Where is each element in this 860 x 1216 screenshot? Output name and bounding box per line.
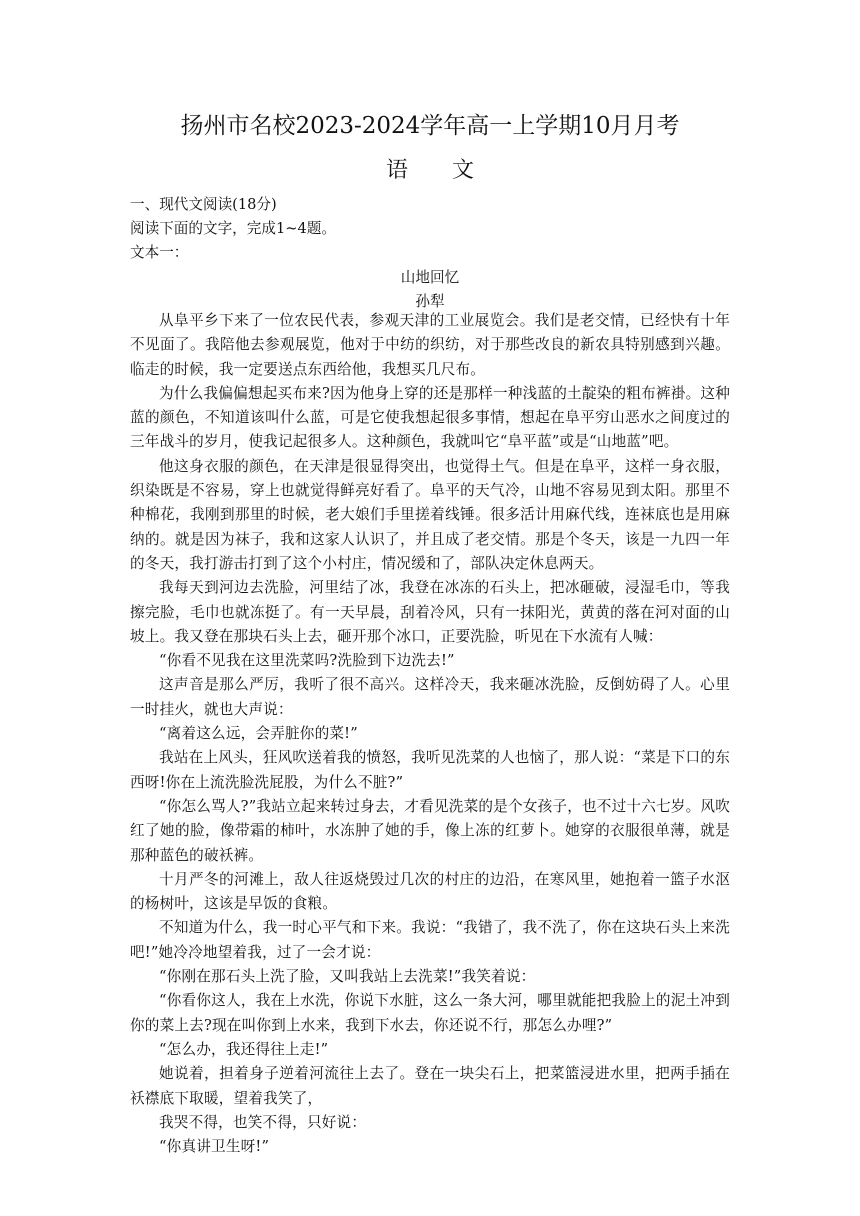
article-paragraph: 他这身衣服的颜色，在天津是很显得突出，也觉得土气。但是在阜平，这样一身衣服，织染既是不容易，穿上也就觉得鲜亮好看了。阜平的天气冷，山地不容易见到太阳。那里不种棉花，我刚到那里的时候，老大娘们手里搓着线锤。很多活计用麻代线，连袜底也是用麻纳的。就是因为袜子，我和这家人认识了，并且成了老交情。那是个冬天，该是一九四一年的冬天，我打游击打到了这个小村庄，情况缓和了，部队决定休息两天。 <box>130 457 730 572</box>
exam-title: 扬州市名校2023-2024学年高一上学期10月月考 <box>180 113 680 139</box>
article-paragraph: 不知道为什么，我一时心平气和下来。我说：“我错了，我不洗了，你在这块石头上来洗吧!”她冷冷地望着我，过了一会才说： <box>130 919 730 961</box>
article-paragraph: 十月严冬的河滩上，敌人往返烧毁过几次的村庄的边沿，在寒风里，她抱着一篮子水沤的杨树叶，这该是早饭的食粮。 <box>130 870 730 913</box>
article-body <box>130 309 730 1159</box>
article-paragraph: 从阜平乡下来了一位农民代表，参观天津的工业展览会。我们是老交情，已经快有十年不见面了。我陪他去参观展览，他对于中纺的织纺，对于那些改良的新农具特别感到兴趣。临走的时候，我一定要送点东西给他，我想买几尺布。 <box>130 312 730 378</box>
subject-title: 语文 <box>385 158 518 183</box>
article-paragraph: 我站在上风头，狂风吹送着我的愤怒，我听见洗菜的人也恼了，那人说：“菜是下口的东西呀!你在上流洗脸洗屁股，为什么不脏?” <box>130 749 730 791</box>
article-paragraph: 我哭不得，也笑不得，只好说： <box>159 1113 367 1131</box>
article-paragraph: “你怎么骂人?”我站立起来转过身去，才看见洗菜的是个女孩子，也不过十六七岁。风吹红了她的脸，像带霜的柿叶，水冻肿了她的手，像上冻的红萝卜。她穿的衣服很单薄，就是那种蓝色的破袄裤。 <box>130 797 730 864</box>
article-author: 孙犁 <box>415 293 445 311</box>
article-paragraph: “离着这么远，会弄脏你的菜!” <box>159 725 358 743</box>
article-paragraph: “怎么办，我还得往上走!” <box>159 1040 329 1058</box>
text-label: 文本一： <box>130 243 189 261</box>
article-paragraph: 为什么我偏偏想起买布来?因为他身上穿的还是那样一种浅蓝的土靛染的粗布裤褂。这种蓝的颜色，不知道该叫什么蓝，可是它使我想起很多事情，想起在阜平穷山恶水之间度过的三年战斗的岁月，使我记起很多人。这种颜色，我就叫它“阜平蓝”或是“山地蓝”吧。 <box>130 384 730 451</box>
section-heading: 一、现代文阅读(18分) <box>130 196 277 213</box>
instruction-text: 阅读下面的文字，完成1~4题。 <box>130 219 336 237</box>
article-title: 山地回忆 <box>400 269 460 287</box>
article-paragraph: “你看你这人，我在上水洗，你说下水脏，这么一条大河，哪里就能把我脸上的泥土冲到你的菜上去?现在叫你到上水来，我到下水去，你还说不行，那怎么办哩?” <box>130 992 730 1034</box>
article-paragraph: 我每天到河边去洗脸，河里结了冰，我登在冰冻的石头上，把冰砸破，浸湿毛巾，等我擦完脸，毛巾也就冻挺了。有一天早晨，刮着冷风，只有一抹阳光，黄黄的落在河对面的山坡上。我又登在那块石头上去，砸开那个冰口，正要洗脸，听见在下水流有人喊： <box>130 579 730 645</box>
article-paragraph: “你真讲卫生呀!” <box>159 1138 270 1156</box>
article-paragraph: 这声音是那么严厉，我听了很不高兴。这样冷天，我来砸冰洗脸，反倒妨碍了人。心里一时挂火，就也大声说： <box>130 676 730 718</box>
article-paragraph: “你刚在那石头上洗了脸，又叫我站上去洗菜!”我笑着说： <box>159 968 536 986</box>
section-intro <box>130 193 730 314</box>
article-paragraph: “你看不见我在这里洗菜吗?洗脸到下边洗去!” <box>159 652 455 670</box>
article-paragraph: 她说着，担着身子逆着河流往上去了。登在一块尖石上，把菜篮浸进水里，把两手插在袄襟底下取暖，望着我笑了， <box>130 1065 730 1107</box>
